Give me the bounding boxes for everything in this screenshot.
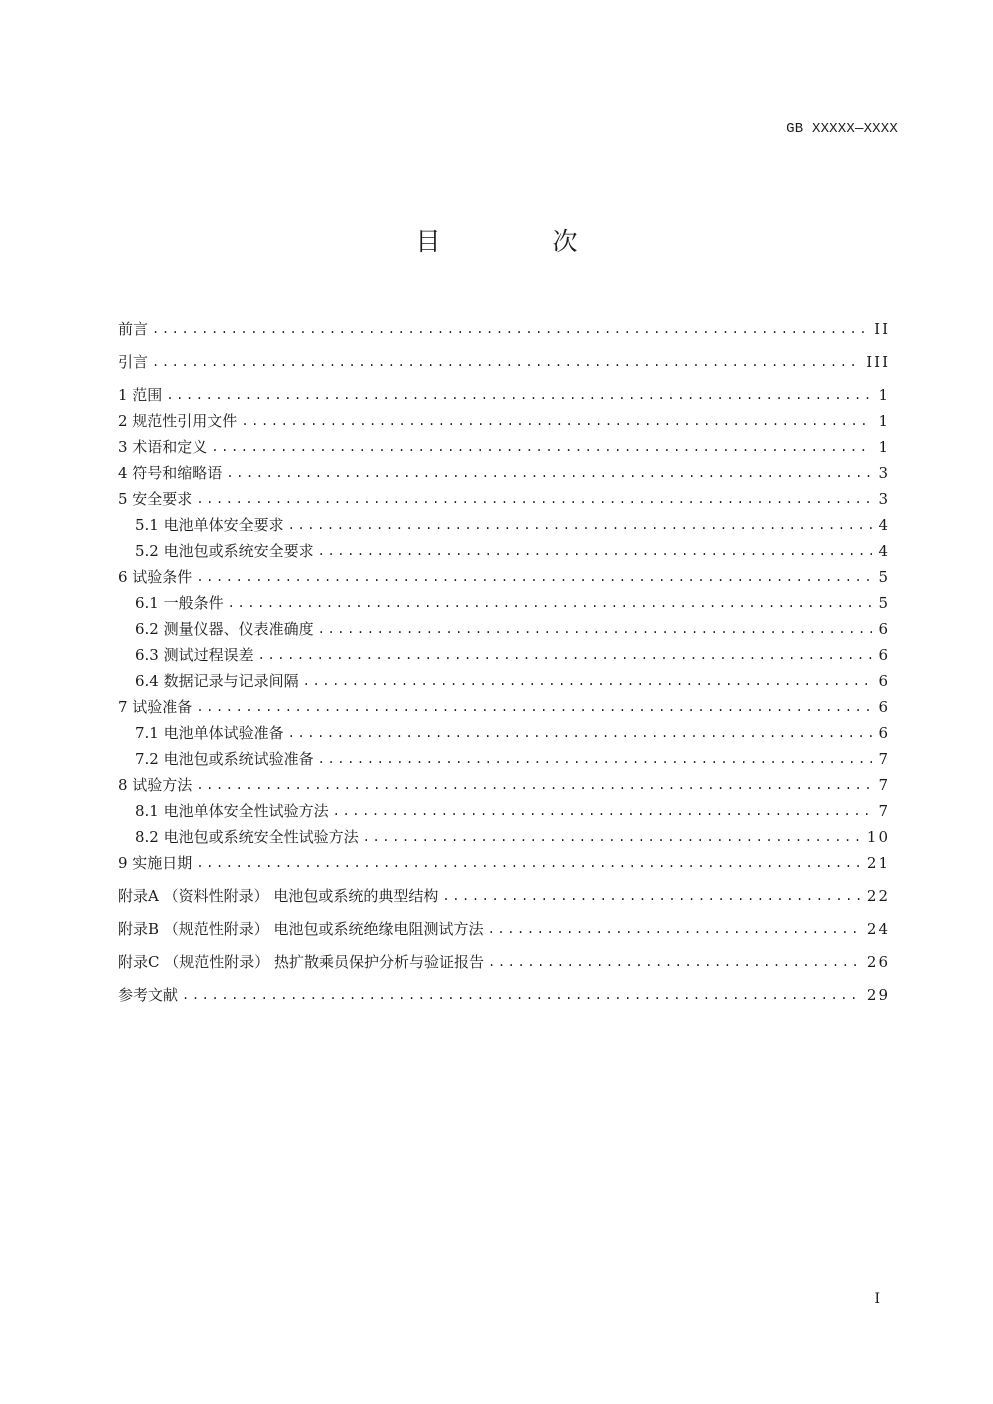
dot-leader [333,801,873,821]
dot-leader [488,952,861,972]
dot-leader [303,671,873,691]
page-number: I [874,1291,880,1307]
toc-entry-label: 5.1 电池单体安全要求 [135,516,284,534]
toc-entry-8-1[interactable] [118,795,888,821]
toc-entry-2[interactable] [118,405,888,431]
toc-entry-page: III [866,353,890,371]
toc-entry-9[interactable] [118,847,888,873]
dot-leader [211,437,872,457]
toc-entry-label: 6.2 测量仪器、仪表准确度 [135,620,314,638]
toc-entry-page: 6 [878,698,890,716]
toc-entry-label: 参考文献 [118,986,179,1004]
toc-entry-label: 7.2 电池包或系统试验准备 [135,750,314,768]
toc-entry-page: 6 [878,672,890,690]
dot-leader [152,319,868,339]
toc-entry-5[interactable] [118,483,888,509]
toc-entry-label: 2 规范性引用文件 [118,412,238,430]
dot-leader [318,541,873,561]
toc-entry-page: II [874,320,890,338]
toc-entry-label: 附录A （资料性附录） 电池包或系统的典型结构 [118,887,439,905]
toc-entry-page: 10 [866,828,890,846]
toc-entry-label: 8.2 电池包或系统安全性试验方法 [135,828,359,846]
toc-entry-5-2[interactable] [118,535,888,561]
toc-entry-page: 3 [878,464,890,482]
toc-entry-label: 附录B （规范性附录） 电池包或系统绝缘电阻测试方法 [118,920,484,938]
page-title: 目 次 [415,227,630,256]
toc-entry-foreword[interactable] [118,313,888,339]
toc-entry-6-3[interactable] [118,639,888,665]
toc-entry-5-1[interactable] [118,509,888,535]
dot-leader [318,749,873,769]
toc-entry-label: 前言 [118,320,149,338]
dot-leader [228,593,873,613]
toc-entry-page: 4 [878,542,890,560]
toc-entry-page: 5 [878,568,890,586]
dot-leader [196,567,872,587]
dot-leader [152,352,860,372]
toc-entry-7-2[interactable] [118,743,888,769]
dot-leader [196,853,861,873]
toc-entry-page: 29 [866,986,890,1004]
toc-entry-8[interactable] [118,769,888,795]
toc-entry-appendix-a[interactable] [118,873,888,906]
toc-entry-6-2[interactable] [118,613,888,639]
dot-leader [226,463,872,483]
toc-entry-appendix-c[interactable] [118,939,888,972]
dot-leader [318,619,873,639]
toc-entry-label: 3 术语和定义 [118,438,208,456]
toc-entry-label: 6.4 数据记录与记录间隔 [135,672,299,690]
dot-leader [363,827,861,847]
toc-entry-label: 6.3 测试过程误差 [135,646,254,664]
toc-entry-label: 5.2 电池包或系统安全要求 [135,542,314,560]
toc-entry-page: 7 [878,802,890,820]
table-of-contents [118,313,888,1005]
toc-entry-3[interactable] [118,431,888,457]
toc-entry-page: 26 [866,953,890,971]
dot-leader [258,645,873,665]
toc-entry-label: 6 试验条件 [118,568,193,586]
toc-entry-1[interactable] [118,372,888,405]
dot-leader [196,775,872,795]
dot-leader [196,489,872,509]
toc-entry-label: 4 符号和缩略语 [118,464,223,482]
toc-entry-label: 7.1 电池单体试验准备 [135,724,284,742]
toc-entry-page: 21 [866,854,890,872]
toc-entry-label: 8.1 电池单体安全性试验方法 [135,802,329,820]
toc-entry-label: 附录C （规范性附录） 热扩散乘员保护分析与验证报告 [118,953,485,971]
toc-entry-label: 引言 [118,353,149,371]
dot-leader [196,697,872,717]
dot-leader [241,411,872,431]
toc-entry-6-1[interactable] [118,587,888,613]
dot-leader [182,985,861,1005]
toc-entry-page: 3 [878,490,890,508]
toc-entry-6[interactable] [118,561,888,587]
toc-entry-page: 1 [878,412,890,430]
toc-entry-label: 5 安全要求 [118,490,193,508]
toc-entry-page: 6 [878,646,890,664]
toc-entry-7-1[interactable] [118,717,888,743]
toc-entry-page: 7 [878,750,890,768]
toc-entry-references[interactable] [118,972,888,1005]
dot-leader [288,515,873,535]
toc-entry-label: 9 实施日期 [118,854,193,872]
toc-entry-page: 24 [866,920,890,938]
toc-entry-page: 1 [878,386,890,404]
toc-entry-page: 4 [878,516,890,534]
toc-entry-label: 7 试验准备 [118,698,193,716]
toc-entry-page: 6 [878,620,890,638]
toc-entry-introduction[interactable] [118,339,888,372]
dot-leader [166,385,872,405]
toc-entry-label: 1 范围 [118,386,163,404]
toc-entry-page: 7 [878,776,890,794]
standard-number: GB XXXXX—XXXX [786,121,898,137]
dot-leader [288,723,873,743]
toc-entry-page: 5 [878,594,890,612]
toc-entry-appendix-b[interactable] [118,906,888,939]
toc-entry-page: 22 [866,887,890,905]
toc-entry-label: 8 试验方法 [118,776,193,794]
toc-entry-4[interactable] [118,457,888,483]
toc-entry-page: 6 [878,724,890,742]
toc-entry-label: 6.1 一般条件 [135,594,224,612]
toc-entry-7[interactable] [118,691,888,717]
toc-entry-8-2[interactable] [118,821,888,847]
toc-entry-page: 1 [878,438,890,456]
dot-leader [488,919,861,939]
toc-entry-6-4[interactable] [118,665,888,691]
dot-leader [442,886,861,906]
